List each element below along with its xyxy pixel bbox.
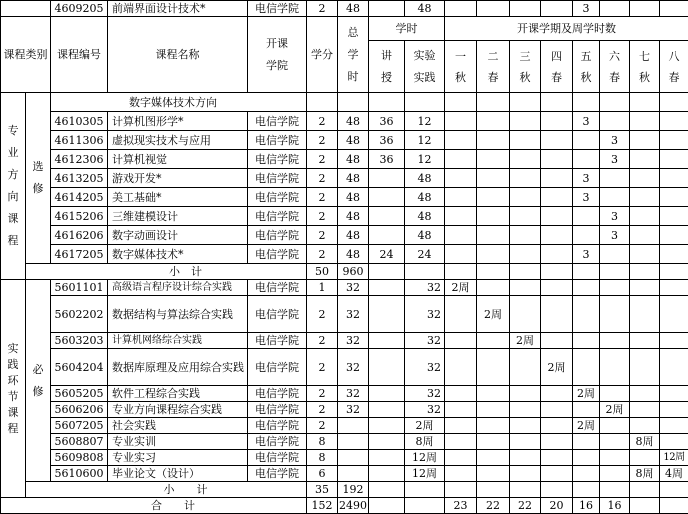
course-credits: 2 — [307, 188, 338, 207]
course-name: 专业方向课程综合实践 — [108, 402, 248, 418]
semester-7-hours — [630, 280, 660, 296]
semester-3-hours: 2周 — [510, 333, 541, 349]
header-lab: 实验实践 — [405, 41, 445, 93]
semester-2-hours — [477, 333, 510, 349]
course-total-hours: 48 — [338, 207, 369, 226]
grand-total-semester-1: 23 — [445, 498, 477, 514]
course-name: 专业实训 — [108, 434, 248, 450]
type-elective: 选修 — [26, 93, 51, 264]
course-total-hours: 48 — [338, 226, 369, 245]
course-code: 5608807 — [51, 434, 108, 450]
course-name: 游戏开发* — [108, 169, 248, 188]
course-code: 5603203 — [51, 333, 108, 349]
course-lecture — [369, 1, 405, 17]
semester-2-hours — [477, 280, 510, 296]
semester-8-hours — [660, 333, 688, 349]
course-code: 4617205 — [51, 245, 108, 264]
table-row — [1, 245, 688, 264]
course-total-hours — [338, 450, 369, 466]
semester-8-hours: 12周 — [660, 450, 688, 466]
table-row — [1, 112, 688, 131]
header-total-hours: 总学时 — [338, 17, 369, 93]
grand-total-hours: 2490 — [338, 498, 369, 514]
subtotal-total-hours: 192 — [338, 482, 369, 498]
course-credits: 6 — [307, 466, 338, 482]
table-row — [1, 169, 688, 188]
table-row — [1, 333, 688, 349]
semester-6-hours — [600, 386, 630, 402]
course-code: 5609808 — [51, 450, 108, 466]
course-credits: 2 — [307, 296, 338, 333]
semester-5-hours — [573, 296, 600, 333]
semester-2-hours — [477, 349, 510, 386]
semester-2-hours — [477, 386, 510, 402]
course-name: 社会实践 — [108, 418, 248, 434]
course-lab: 2周 — [405, 418, 445, 434]
course-credits: 2 — [307, 245, 338, 264]
course-code: 4614205 — [51, 188, 108, 207]
semester-4-hours — [541, 333, 573, 349]
semester-4-hours: 2周 — [541, 349, 573, 386]
semester-4-hours — [541, 402, 573, 418]
course-college: 电信学院 — [248, 450, 307, 466]
semester-3-hours — [510, 434, 541, 450]
course-lab: 12周 — [405, 466, 445, 482]
type-required: 必修 — [26, 280, 51, 482]
semester-5-hours — [573, 450, 600, 466]
course-credits: 2 — [307, 1, 338, 17]
semester-5-hours — [573, 207, 600, 226]
course-total-hours: 32 — [338, 349, 369, 386]
course-code: 5607205 — [51, 418, 108, 434]
semester-7-hours — [630, 386, 660, 402]
table-row — [1, 386, 688, 402]
semester-8-hours — [660, 418, 688, 434]
course-name: 数字媒体技术* — [108, 245, 248, 264]
semester-5-hours — [573, 280, 600, 296]
header-college: 开课学院 — [248, 17, 307, 93]
semester-6-hours: 3 — [600, 131, 630, 150]
subtotal-label: 小 计 — [26, 264, 307, 280]
course-college: 电信学院 — [248, 466, 307, 482]
course-college: 电信学院 — [248, 150, 307, 169]
semester-6-hours: 3 — [600, 150, 630, 169]
semester-6-hours — [600, 112, 630, 131]
semester-6-hours — [600, 349, 630, 386]
semester-6-hours — [600, 333, 630, 349]
course-code: 4609205 — [51, 1, 108, 17]
course-lecture — [369, 169, 405, 188]
course-code: 4611306 — [51, 131, 108, 150]
semester-6-hours: 3 — [600, 226, 630, 245]
semester-6-hours — [600, 434, 630, 450]
course-name: 计算机网络综合实践 — [108, 333, 248, 349]
header-semester-6: 六 春 — [600, 41, 630, 93]
course-name: 三维建模设计 — [108, 207, 248, 226]
table-row — [1, 450, 688, 466]
course-code: 5610600 — [51, 466, 108, 482]
course-total-hours: 48 — [338, 245, 369, 264]
subtotal-credits: 35 — [307, 482, 338, 498]
semester-3-hours — [510, 296, 541, 333]
table-row — [1, 349, 688, 386]
semester-7-hours — [630, 450, 660, 466]
course-lab: 32 — [405, 349, 445, 386]
course-name: 软件工程综合实践 — [108, 386, 248, 402]
semester-7-hours — [630, 349, 660, 386]
header-category: 课程类别 — [1, 17, 51, 93]
table-row — [1, 466, 688, 482]
course-total-hours: 48 — [338, 131, 369, 150]
semester-6-hours — [600, 466, 630, 482]
semester-6-hours — [600, 450, 630, 466]
course-lab: 12 — [405, 112, 445, 131]
grand-total-label: 合 计 — [1, 498, 307, 514]
course-code: 5604204 — [51, 349, 108, 386]
course-name: 计算机图形学* — [108, 112, 248, 131]
semester-5-hours — [573, 434, 600, 450]
course-code: 5601101 — [51, 280, 108, 296]
course-name: 数字动画设计 — [108, 226, 248, 245]
header-semester-7: 七 秋 — [630, 41, 660, 93]
semester-2-hours — [477, 466, 510, 482]
course-lecture — [369, 188, 405, 207]
course-name: 专业实习 — [108, 450, 248, 466]
course-lecture: 36 — [369, 112, 405, 131]
course-college: 电信学院 — [248, 418, 307, 434]
course-name: 计算机视觉 — [108, 150, 248, 169]
semester-5-hours: 2周 — [573, 386, 600, 402]
course-college: 电信学院 — [248, 402, 307, 418]
course-lecture: 24 — [369, 245, 405, 264]
course-total-hours — [338, 418, 369, 434]
grand-total-semester-3: 22 — [510, 498, 541, 514]
semester-4-hours — [541, 418, 573, 434]
direction-row — [1, 93, 688, 112]
semester-1-hours — [445, 450, 477, 466]
header-code: 课程编号 — [51, 17, 108, 93]
course-name: 前端界面设计技术* — [108, 1, 248, 17]
semester-3-hours — [510, 402, 541, 418]
semester-6-hours — [600, 280, 630, 296]
course-code: 5606206 — [51, 402, 108, 418]
semester-8-hours — [660, 402, 688, 418]
semester-1-hours: 2周 — [445, 280, 477, 296]
grand-total-semester-6: 16 — [600, 498, 630, 514]
course-total-hours: 32 — [338, 333, 369, 349]
course-credits: 2 — [307, 333, 338, 349]
course-lab: 12 — [405, 150, 445, 169]
course-name: 虚拟现实技术与应用 — [108, 131, 248, 150]
semester-1-hours — [445, 349, 477, 386]
course-total-hours — [338, 466, 369, 482]
subtotal-row — [1, 482, 688, 498]
semester-4-hours — [541, 434, 573, 450]
table-row — [1, 418, 688, 434]
course-lecture — [369, 207, 405, 226]
semester-5-hours: 2周 — [573, 418, 600, 434]
course-credits: 1 — [307, 280, 338, 296]
course-credits: 2 — [307, 207, 338, 226]
course-total-hours: 48 — [338, 1, 369, 17]
table-row — [1, 226, 688, 245]
semester-5-hours: 3 — [573, 1, 600, 17]
table-row — [1, 434, 688, 450]
course-total-hours: 48 — [338, 150, 369, 169]
course-lab: 24 — [405, 245, 445, 264]
table-row — [1, 150, 688, 169]
course-lecture: 36 — [369, 150, 405, 169]
grand-total-semester-8 — [660, 498, 688, 514]
semester-4-hours — [541, 466, 573, 482]
semester-3-hours — [510, 349, 541, 386]
course-code: 4613205 — [51, 169, 108, 188]
semester-5-hours — [573, 349, 600, 386]
course-college: 电信学院 — [248, 131, 307, 150]
course-credits: 2 — [307, 169, 338, 188]
semester-5-hours — [573, 131, 600, 150]
semester-3-hours — [510, 418, 541, 434]
course-college: 电信学院 — [248, 296, 307, 333]
table-row — [1, 207, 688, 226]
table-row — [1, 131, 688, 150]
semester-5-hours: 3 — [573, 112, 600, 131]
semester-2-hours — [477, 434, 510, 450]
semester-5-hours: 3 — [573, 188, 600, 207]
semester-3-hours — [510, 280, 541, 296]
semester-6-hours — [600, 418, 630, 434]
course-credits: 2 — [307, 349, 338, 386]
semester-5-hours — [573, 226, 600, 245]
course-lab: 48 — [405, 169, 445, 188]
table-row — [1, 188, 688, 207]
grand-total-row — [1, 498, 688, 514]
grand-total-semester-7 — [630, 498, 660, 514]
semester-1-hours — [445, 402, 477, 418]
semester-6-hours: 3 — [600, 207, 630, 226]
course-credits: 2 — [307, 112, 338, 131]
course-lab: 48 — [405, 1, 445, 17]
semester-4-hours — [541, 386, 573, 402]
course-credits: 2 — [307, 150, 338, 169]
header-semester-8: 八 春 — [660, 41, 688, 93]
course-lab: 32 — [405, 386, 445, 402]
course-college: 电信学院 — [248, 112, 307, 131]
course-lab: 32 — [405, 402, 445, 418]
semester-4-hours — [541, 280, 573, 296]
header-name: 课程名称 — [108, 17, 248, 93]
course-college: 电信学院 — [248, 245, 307, 264]
grand-total-semester-5: 16 — [573, 498, 600, 514]
table-row — [1, 280, 688, 296]
course-credits: 2 — [307, 226, 338, 245]
semester-3-hours — [510, 450, 541, 466]
course-code: 4615206 — [51, 207, 108, 226]
course-lecture: 36 — [369, 131, 405, 150]
semester-4-hours — [541, 450, 573, 466]
course-college: 电信学院 — [248, 1, 307, 17]
course-college: 电信学院 — [248, 188, 307, 207]
header-semester-4: 四 春 — [541, 41, 573, 93]
subtotal-row — [1, 264, 688, 280]
table-row — [1, 402, 688, 418]
course-total-hours — [338, 434, 369, 450]
semester-1-hours — [445, 466, 477, 482]
course-code: 4610305 — [51, 112, 108, 131]
course-lab: 48 — [405, 226, 445, 245]
semester-6-hours — [600, 169, 630, 188]
semester-5-hours: 3 — [573, 169, 600, 188]
course-lab: 32 — [405, 333, 445, 349]
semester-7-hours — [630, 402, 660, 418]
semester-8-hours — [660, 349, 688, 386]
subtotal-label: 小 计 — [26, 482, 307, 498]
semester-1-hours — [445, 386, 477, 402]
course-lab: 48 — [405, 188, 445, 207]
course-total-hours: 32 — [338, 402, 369, 418]
header-credits: 学分 — [307, 17, 338, 93]
header-semester-3: 三 秋 — [510, 41, 541, 93]
subtotal-total-hours: 960 — [338, 264, 369, 280]
course-total-hours: 48 — [338, 112, 369, 131]
course-lab: 12周 — [405, 450, 445, 466]
semester-1-hours — [445, 296, 477, 333]
course-credits: 2 — [307, 402, 338, 418]
semester-6-hours: 2周 — [600, 402, 630, 418]
semester-1-hours — [445, 434, 477, 450]
course-college: 电信学院 — [248, 280, 307, 296]
course-college: 电信学院 — [248, 226, 307, 245]
course-college: 电信学院 — [248, 169, 307, 188]
table-row-top — [1, 1, 688, 17]
semester-4-hours — [541, 296, 573, 333]
course-name: 数据库原理及应用综合实践 — [108, 349, 248, 386]
course-total-hours: 48 — [338, 169, 369, 188]
course-lab: 48 — [405, 207, 445, 226]
header-hours: 学时 — [369, 17, 445, 41]
semester-2-hours: 2周 — [477, 296, 510, 333]
semester-8-hours — [660, 296, 688, 333]
semester-5-hours — [573, 466, 600, 482]
semester-5-hours: 3 — [573, 245, 600, 264]
semester-2-hours — [477, 402, 510, 418]
course-credits: 8 — [307, 434, 338, 450]
category-practice: 实践环节课程 — [1, 280, 26, 498]
course-credits: 8 — [307, 450, 338, 466]
semester-1-hours — [445, 333, 477, 349]
course-code: 5605205 — [51, 386, 108, 402]
semester-5-hours — [573, 402, 600, 418]
course-lab: 32 — [405, 280, 445, 296]
semester-2-hours — [477, 450, 510, 466]
semester-7-hours: 8周 — [630, 466, 660, 482]
semester-8-hours — [660, 386, 688, 402]
course-college: 电信学院 — [248, 207, 307, 226]
semester-5-hours — [573, 333, 600, 349]
category-professional: 专业方向课程 — [1, 93, 26, 280]
table-row — [1, 296, 688, 333]
subtotal-credits: 50 — [307, 264, 338, 280]
semester-6-hours — [600, 188, 630, 207]
semester-2-hours — [477, 418, 510, 434]
header-lecture: 讲授 — [369, 41, 405, 93]
semester-3-hours — [510, 466, 541, 482]
grand-total-semester-4: 20 — [541, 498, 573, 514]
course-name: 数据结构与算法综合实践 — [108, 296, 248, 333]
course-total-hours: 32 — [338, 280, 369, 296]
course-credits: 2 — [307, 418, 338, 434]
course-total-hours: 48 — [338, 188, 369, 207]
course-college: 电信学院 — [248, 434, 307, 450]
semester-7-hours — [630, 418, 660, 434]
course-college: 电信学院 — [248, 349, 307, 386]
course-code: 4616206 — [51, 226, 108, 245]
semester-7-hours — [630, 333, 660, 349]
course-name: 高级语言程序设计综合实践 — [108, 280, 248, 296]
grand-total-semester-2: 22 — [477, 498, 510, 514]
semester-6-hours — [600, 296, 630, 333]
course-name: 毕业论文（设计） — [108, 466, 248, 482]
course-code: 5602202 — [51, 296, 108, 333]
course-name: 美工基础* — [108, 188, 248, 207]
semester-6-hours — [600, 245, 630, 264]
semester-5-hours — [573, 150, 600, 169]
header-semester-5: 五 秋 — [573, 41, 600, 93]
grand-total-credits: 152 — [307, 498, 338, 514]
semester-1-hours — [445, 418, 477, 434]
course-total-hours: 32 — [338, 386, 369, 402]
top-category-cell — [1, 1, 51, 17]
header-semesters-title: 开课学期及周学时数 — [445, 17, 688, 41]
header-row-1 — [1, 17, 688, 41]
course-lab: 12 — [405, 131, 445, 150]
course-credits: 2 — [307, 131, 338, 150]
course-lab: 32 — [405, 296, 445, 333]
course-credits: 2 — [307, 386, 338, 402]
course-college: 电信学院 — [248, 333, 307, 349]
semester-7-hours: 8周 — [630, 434, 660, 450]
course-lab: 8周 — [405, 434, 445, 450]
header-semester-2: 二 春 — [477, 41, 510, 93]
semester-8-hours: 4周 — [660, 466, 688, 482]
semester-7-hours — [630, 296, 660, 333]
course-college: 电信学院 — [248, 386, 307, 402]
semester-8-hours — [660, 280, 688, 296]
semester-3-hours — [510, 386, 541, 402]
course-lecture — [369, 226, 405, 245]
semester-8-hours — [660, 434, 688, 450]
header-semester-1: 一 秋 — [445, 41, 477, 93]
course-total-hours: 32 — [338, 296, 369, 333]
direction-title: 数字媒体技术方向 — [51, 93, 307, 112]
course-code: 4612306 — [51, 150, 108, 169]
